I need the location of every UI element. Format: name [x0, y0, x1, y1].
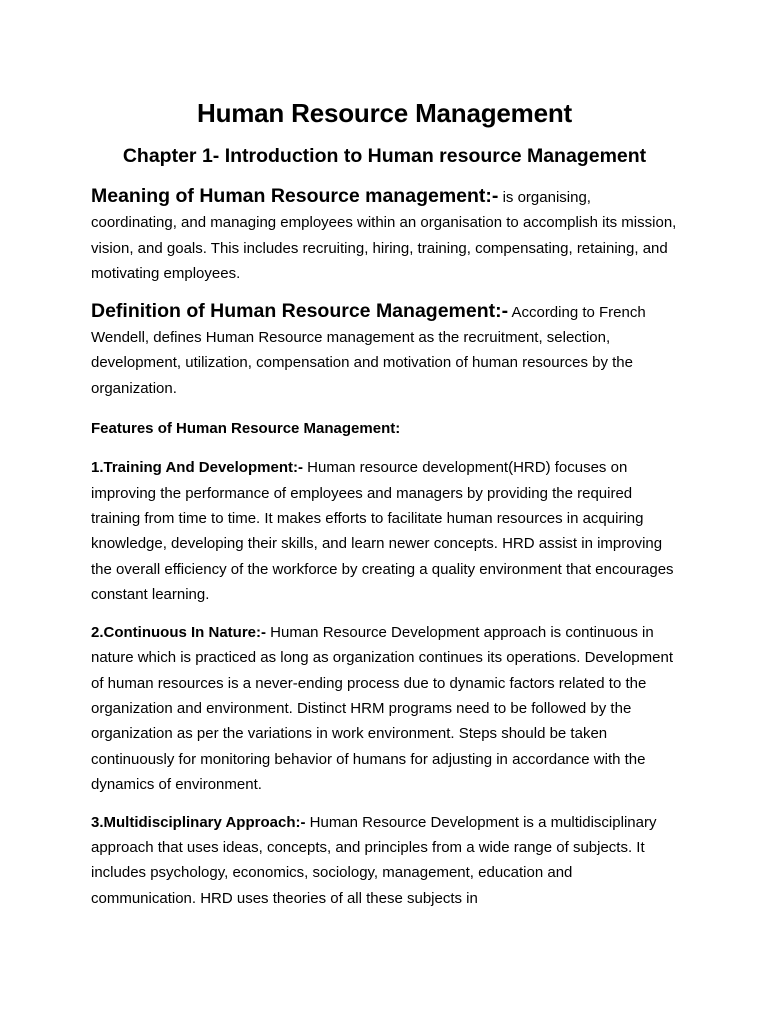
feature-heading: 3.Multidisciplinary Approach:-: [91, 813, 306, 831]
feature-text: Human Resource Development is a multidisciplinary approach that uses ideas, concepts, and principles from a wide range of subjects. It includes psychology, economics, sociology, management, education and communication. HRD uses theories of all these subjects in: [91, 813, 657, 907]
meaning-paragraph: [91, 184, 678, 287]
features-heading: Features of Human Resource Management:: [91, 420, 401, 438]
feature-item-training: [91, 455, 678, 607]
feature-heading: 2.Continuous In Nature:-: [91, 623, 266, 641]
feature-item-multidisciplinary: [91, 810, 678, 912]
definition-paragraph: [91, 299, 678, 402]
feature-heading: 1.Training And Development:-: [91, 459, 303, 477]
meaning-text: is organising, coordinating, and managing employees within an organisation to accomplish its mission, vision, and goals. This includes recruiting, hiring, training, compensating, retaining, and motivating employees.: [91, 189, 677, 283]
feature-item-continuous: [91, 620, 678, 798]
feature-text: Human resource development(HRD) focuses on improving the performance of employees and managers by providing the required training from time to time. It makes efforts to facilitate human resources in acquiring knowledge, developing their skills, and learn newer concepts. HRD assist in improving the overall efficiency of the workforce by creating a quality environment that encourages constant learning.: [91, 459, 674, 604]
document-title: Human Resource Management: [197, 98, 572, 128]
definition-text: According to French Wendell, defines Human Resource management as the recruitment, selection, development, utilization, compensation and motivation of human resources by the organization.: [91, 303, 646, 397]
definition-heading: Definition of Human Resource Management:-: [91, 299, 509, 322]
feature-text: Human Resource Development approach is continuous in nature which is practiced as long as organization continues its operations. Development of human resources is a never-ending process due to dynamic factors related to the organization and environment. Distinct HRM programs need to be followed by the organization as per the variations in work environment. Steps should be taken continuously for monitoring behavior of humans for adjusting in accordance with the dynamics of environment.: [91, 623, 673, 794]
meaning-heading: Meaning of Human Resource management:-: [91, 185, 499, 207]
chapter-title: Chapter 1- Introduction to Human resource Management: [122, 145, 647, 167]
